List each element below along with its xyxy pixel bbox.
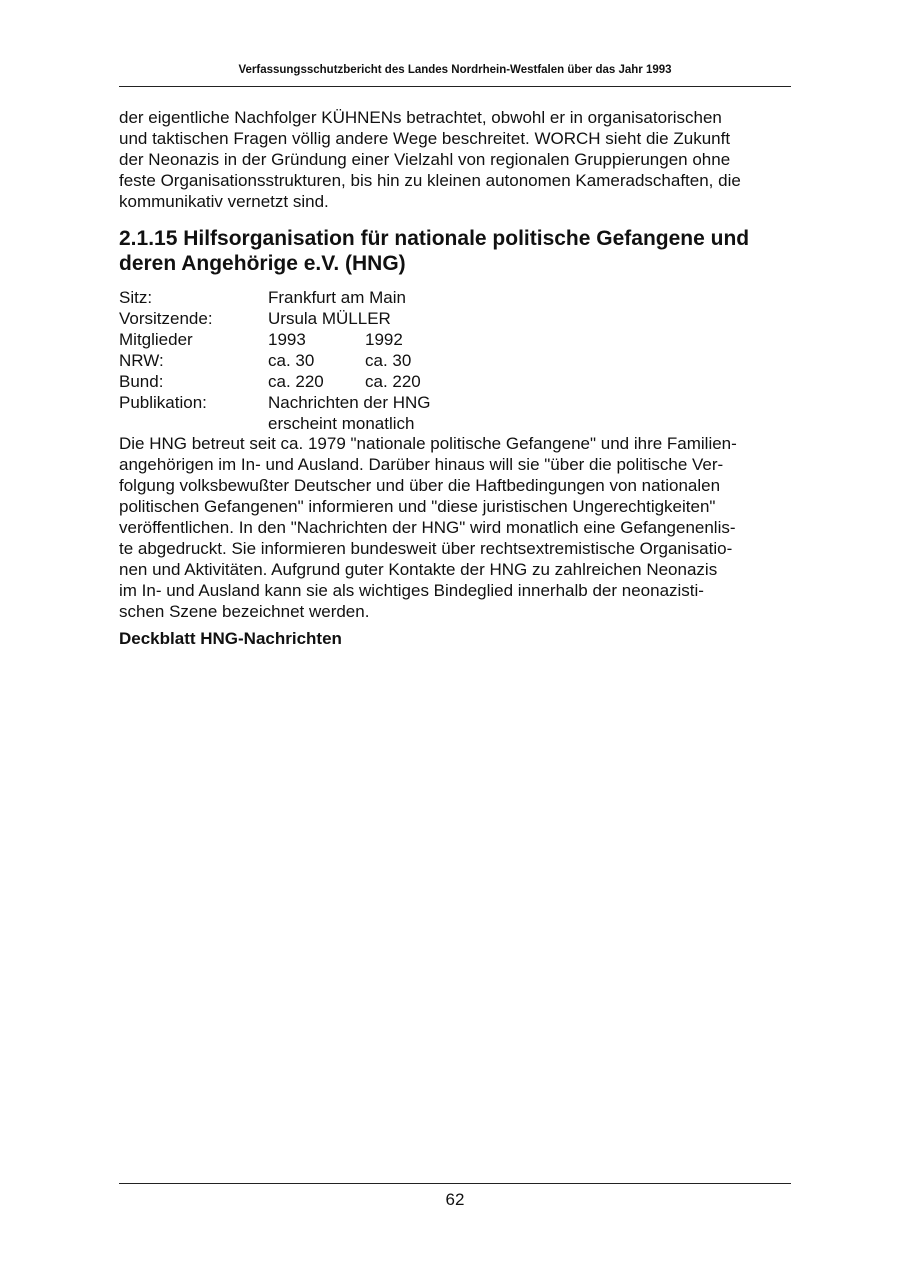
intro-line: der Neonazis in der Gründung einer Vielzahl von regionalen Gruppierungen ohne <box>119 150 731 169</box>
fact-label: Publikation: <box>119 393 207 412</box>
body-line: veröffentlichen. In den "Nachrichten der HNG" wird monatlich eine Gefangenenlis- <box>119 518 736 537</box>
fact-value: erscheint monatlich <box>268 414 415 433</box>
fact-year-1993: 1993 <box>268 330 306 349</box>
body-line: angehörigen im In- und Ausland. Darüber hinaus will sie "über die politische Ver- <box>119 455 724 474</box>
body-line: schen Szene bezeichnet werden. <box>119 602 370 621</box>
fact-label: Bund: <box>119 372 164 391</box>
section-heading-line: 2.1.15 Hilfsorganisation für nationale politische Gefangene und <box>119 227 750 250</box>
fact-label: Sitz: <box>119 288 153 307</box>
fact-value: Nachrichten der HNG <box>268 393 431 412</box>
intro-line: der eigentliche Nachfolger KÜHNENs betrachtet, obwohl er in organisatorischen <box>119 108 722 127</box>
fact-value-secondary: ca. 220 <box>365 372 421 391</box>
fact-value: ca. 220 <box>268 372 324 391</box>
intro-paragraph <box>119 107 799 212</box>
body-paragraph <box>119 433 799 622</box>
intro-line: kommunikativ vernetzt sind. <box>119 192 329 211</box>
fact-value: Ursula MÜLLER <box>268 309 391 328</box>
page-number: 62 <box>445 1190 465 1209</box>
intro-line: und taktischen Fragen völlig andere Wege beschreitet. WORCH sieht die Zukunft <box>119 129 731 148</box>
fact-value: ca. 30 <box>268 351 315 370</box>
header-rule <box>119 86 791 87</box>
fact-value-secondary: ca. 30 <box>365 351 412 370</box>
image-caption: Deckblatt HNG-Nachrichten <box>119 629 342 648</box>
body-line: Die HNG betreut seit ca. 1979 "nationale politische Gefangene" und ihre Familien- <box>119 434 737 453</box>
section-heading-line: deren Angehörige e.V. (HNG) <box>119 252 406 275</box>
body-line: folgung volksbewußter Deutscher und über die Haftbedingungen von nationalen <box>119 476 721 495</box>
fact-value: Frankfurt am Main <box>268 288 406 307</box>
footer-rule <box>119 1183 791 1184</box>
body-line: nen und Aktivitäten. Aufgrund guter Kontakte der HNG zu zahlreichen Neonazis <box>119 560 718 579</box>
page-header-title: Verfassungsschutzbericht des Landes Nordrhein-Westfalen über das Jahr 1993 <box>238 64 672 76</box>
fact-year-1992: 1992 <box>365 330 403 349</box>
body-line: politischen Gefangenen" informieren und "diese juristischen Ungerechtigkeiten" <box>119 497 716 516</box>
intro-line: feste Organisationsstrukturen, bis hin zu kleinen autonomen Kameradschaften, die <box>119 171 741 190</box>
fact-label: Vorsitzende: <box>119 309 213 328</box>
body-line: im In- und Ausland kann sie als wichtiges Bindeglied innerhalb der neonazisti- <box>119 581 704 600</box>
section-heading <box>119 226 809 276</box>
fact-label: NRW: <box>119 351 164 370</box>
body-line: te abgedruckt. Sie informieren bundesweit über rechtsextremistische Organisatio- <box>119 539 733 558</box>
fact-label: Mitglieder <box>119 330 193 349</box>
